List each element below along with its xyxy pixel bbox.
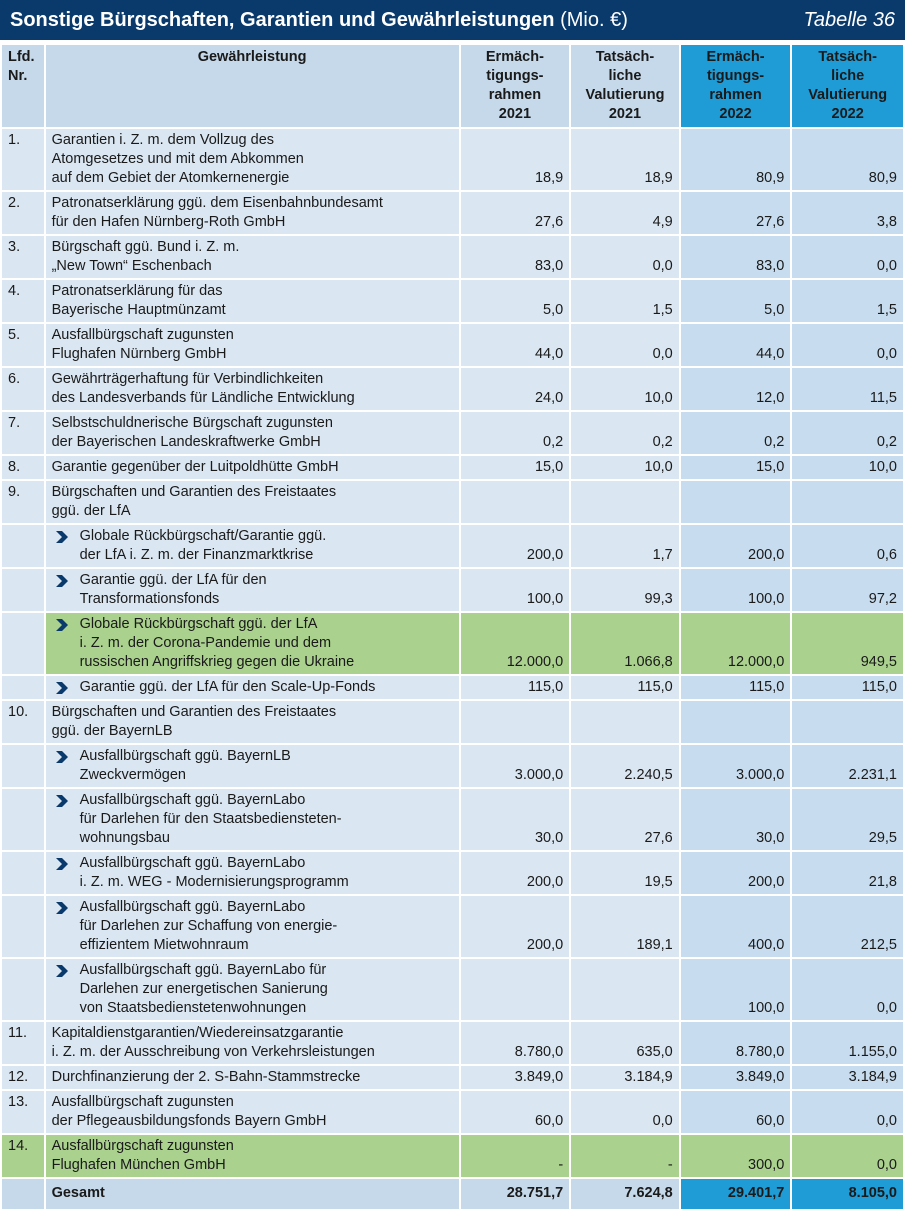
total-row [2, 1179, 903, 1209]
row-value-3: 80,9 [681, 129, 791, 190]
unit-label: (Mio. €) [560, 8, 628, 31]
row-value-1: 3.000,0 [461, 745, 570, 787]
row-value-3: 100,0 [681, 959, 791, 1020]
table-row [2, 236, 903, 278]
row-value-3: 27,6 [681, 192, 791, 234]
row-description: Globale Rückbürgschaft ggü. der LfA i. Z. m. der Corona-Pandemie und dem russischen Angriffskrieg gegen die Ukraine [46, 613, 459, 674]
row-value-3: 0,2 [681, 412, 791, 454]
total-value-4: 8.105,0 [792, 1179, 903, 1209]
row-value-2: 19,5 [571, 852, 679, 894]
row-value-4: 2.231,1 [792, 745, 903, 787]
row-value-2: 0,2 [571, 412, 679, 454]
chevron-right-icon [55, 531, 69, 543]
row-value-1 [461, 481, 570, 523]
table-subrow [2, 896, 903, 957]
row-value-3: 200,0 [681, 525, 791, 567]
row-value-4: 1.155,0 [792, 1022, 903, 1064]
row-value-3: 100,0 [681, 569, 791, 611]
row-value-2: 18,9 [571, 129, 679, 190]
row-description: Ausfallbürgschaft zugunsten Flughafen Nürnberg GmbH [46, 324, 459, 366]
row-value-1: 100,0 [461, 569, 570, 611]
row-description: Garantie ggü. der LfA für den Scale-Up-Fonds [46, 676, 459, 699]
row-number: 13. [2, 1091, 44, 1133]
row-value-1: 12.000,0 [461, 613, 570, 674]
row-value-3: 15,0 [681, 456, 791, 479]
header-c1-text: Ermäch- tigungs- rahmen 2021 [485, 49, 544, 122]
table-subrow [2, 959, 903, 1020]
row-description: Ausfallbürgschaft ggü. BayernLabo für Darlehen für den Staatsbediensteten- wohnungsbau [46, 789, 459, 850]
row-value-3: 8.780,0 [681, 1022, 791, 1064]
row-value-1: 3.849,0 [461, 1066, 570, 1089]
table-row [2, 1066, 903, 1089]
row-value-1 [461, 701, 570, 743]
row-number: 1. [2, 129, 44, 190]
total-value-1: 28.751,7 [461, 1179, 570, 1209]
row-value-2: 99,3 [571, 569, 679, 611]
table-row [2, 192, 903, 234]
row-value-2: 4,9 [571, 192, 679, 234]
row-value-4: 0,2 [792, 412, 903, 454]
table-label: Tabelle 36 [803, 8, 895, 31]
chevron-right-icon [55, 619, 69, 631]
row-value-2: 0,0 [571, 324, 679, 366]
row-value-1: 15,0 [461, 456, 570, 479]
row-value-1 [461, 959, 570, 1020]
row-value-1: 30,0 [461, 789, 570, 850]
page-title: Sonstige Bürgschaften, Garantien und Gewährleistungen (Mio. €) [10, 8, 628, 31]
row-value-3: 300,0 [681, 1135, 791, 1177]
title-bar [0, 0, 905, 40]
row-number [2, 676, 44, 699]
chevron-right-icon [55, 902, 69, 914]
row-number [2, 525, 44, 567]
row-value-2: 635,0 [571, 1022, 679, 1064]
row-value-4: 949,5 [792, 613, 903, 674]
row-value-2: - [571, 1135, 679, 1177]
table-row [2, 456, 903, 479]
row-number [2, 852, 44, 894]
row-value-1: 60,0 [461, 1091, 570, 1133]
table-row [2, 481, 903, 523]
row-value-2: 1.066,8 [571, 613, 679, 674]
row-value-2: 1,5 [571, 280, 679, 322]
header-nr [2, 45, 44, 127]
table-subrow [2, 852, 903, 894]
row-value-4: 11,5 [792, 368, 903, 410]
row-number: 8. [2, 456, 44, 479]
row-description: Globale Rückbürgschaft/Garantie ggü. der LfA i. Z. m. der Finanzmarktkrise [46, 525, 459, 567]
row-number [2, 959, 44, 1020]
chevron-right-icon [55, 965, 69, 977]
row-value-1: 83,0 [461, 236, 570, 278]
row-description: Ausfallbürgschaft ggü. BayernLabo für Darlehen zur energetischen Sanierung von Staatsbedienstetenwohnungen [46, 959, 459, 1020]
row-value-1: 8.780,0 [461, 1022, 570, 1064]
header-c4 [792, 45, 903, 127]
row-value-4: 10,0 [792, 456, 903, 479]
row-value-4: 3.184,9 [792, 1066, 903, 1089]
row-value-2 [571, 959, 679, 1020]
total-value-3: 29.401,7 [681, 1179, 791, 1209]
row-value-2: 1,7 [571, 525, 679, 567]
row-value-1: 0,2 [461, 412, 570, 454]
row-value-4: 0,0 [792, 236, 903, 278]
header-row [2, 45, 903, 127]
row-number: 7. [2, 412, 44, 454]
table-subrow [2, 569, 903, 611]
row-value-3 [681, 481, 791, 523]
row-value-2 [571, 481, 679, 523]
row-number: 5. [2, 324, 44, 366]
table-body [2, 129, 903, 1209]
row-value-3: 3.849,0 [681, 1066, 791, 1089]
chevron-right-icon [55, 795, 69, 807]
row-value-3: 12,0 [681, 368, 791, 410]
row-value-1: 24,0 [461, 368, 570, 410]
row-value-4: 0,0 [792, 1091, 903, 1133]
table-row [2, 1135, 903, 1177]
row-description: Kapitaldienstgarantien/Wiedereinsatzgarantie i. Z. m. der Ausschreibung von Verkehrsleistungen [46, 1022, 459, 1064]
row-number: 11. [2, 1022, 44, 1064]
total-value-2: 7.624,8 [571, 1179, 679, 1209]
row-value-4: 0,0 [792, 959, 903, 1020]
row-description: Ausfallbürgschaft zugunsten Flughafen München GmbH [46, 1135, 459, 1177]
table-subrow [2, 745, 903, 787]
chevron-right-icon [55, 575, 69, 587]
row-number: 2. [2, 192, 44, 234]
row-value-2: 2.240,5 [571, 745, 679, 787]
header-nr-text: Lfd. Nr. [8, 49, 35, 84]
row-description: Ausfallbürgschaft ggü. BayernLabo für Darlehen zur Schaffung von energie- effizientem Mietwohnraum [46, 896, 459, 957]
row-value-1: 115,0 [461, 676, 570, 699]
row-description: Garantien i. Z. m. dem Vollzug des Atomgesetzes und mit dem Abkommen auf dem Gebiet der Atomkernenergie [46, 129, 459, 190]
table-row [2, 1091, 903, 1133]
header-c4-text: Tatsäch- liche Valutierung 2022 [808, 49, 888, 122]
header-item: Gewährleistung [46, 45, 459, 127]
row-value-2: 115,0 [571, 676, 679, 699]
row-description: Garantie gegenüber der Luitpoldhütte GmbH [46, 456, 459, 479]
row-number: 12. [2, 1066, 44, 1089]
row-value-4: 21,8 [792, 852, 903, 894]
row-value-1: 200,0 [461, 852, 570, 894]
row-value-2: 0,0 [571, 236, 679, 278]
row-value-4: 0,0 [792, 1135, 903, 1177]
row-number [2, 745, 44, 787]
total-label: Gesamt [46, 1179, 459, 1209]
header-c2 [571, 45, 679, 127]
row-value-3: 44,0 [681, 324, 791, 366]
row-description: Selbstschuldnerische Bürgschaft zugunsten der Bayerischen Landeskraftwerke GmbH [46, 412, 459, 454]
row-description: Durchfinanzierung der 2. S-Bahn-Stammstrecke [46, 1066, 459, 1089]
table-subrow [2, 789, 903, 850]
row-description: Ausfallbürgschaft ggü. BayernLB Zweckvermögen [46, 745, 459, 787]
row-value-3 [681, 701, 791, 743]
row-value-4: 3,8 [792, 192, 903, 234]
row-description: Ausfallbürgschaft ggü. BayernLabo i. Z. m. WEG - Modernisierungsprogramm [46, 852, 459, 894]
row-number [2, 613, 44, 674]
row-number: 10. [2, 701, 44, 743]
header-c2-text: Tatsäch- liche Valutierung 2021 [585, 49, 665, 122]
table-subrow [2, 676, 903, 699]
row-value-3: 400,0 [681, 896, 791, 957]
row-value-4 [792, 701, 903, 743]
row-value-2: 10,0 [571, 368, 679, 410]
row-description: Gewährträgerhaftung für Verbindlichkeiten des Landesverbands für Ländliche Entwicklung [46, 368, 459, 410]
row-value-4: 0,0 [792, 324, 903, 366]
table-subrow [2, 613, 903, 674]
row-number: 14. [2, 1135, 44, 1177]
row-value-3: 5,0 [681, 280, 791, 322]
total-nr [2, 1179, 44, 1209]
row-value-4: 0,6 [792, 525, 903, 567]
row-number [2, 896, 44, 957]
row-value-4 [792, 481, 903, 523]
table-row [2, 324, 903, 366]
chevron-right-icon [55, 858, 69, 870]
header-c3-text: Ermäch- tigungs- rahmen 2022 [706, 49, 765, 122]
row-value-3: 30,0 [681, 789, 791, 850]
row-value-4: 97,2 [792, 569, 903, 611]
row-value-4: 1,5 [792, 280, 903, 322]
row-number [2, 569, 44, 611]
row-number: 9. [2, 481, 44, 523]
row-value-1: 18,9 [461, 129, 570, 190]
row-value-1: 5,0 [461, 280, 570, 322]
row-value-4: 212,5 [792, 896, 903, 957]
table-subrow [2, 525, 903, 567]
row-value-4: 80,9 [792, 129, 903, 190]
row-number [2, 789, 44, 850]
chevron-right-icon [55, 682, 69, 694]
row-value-2: 189,1 [571, 896, 679, 957]
chevron-right-icon [55, 751, 69, 763]
header-c3 [681, 45, 791, 127]
table-row [2, 701, 903, 743]
row-value-3: 60,0 [681, 1091, 791, 1133]
row-value-2: 0,0 [571, 1091, 679, 1133]
row-value-1: 27,6 [461, 192, 570, 234]
row-description: Patronatserklärung für das Bayerische Hauptmünzamt [46, 280, 459, 322]
row-value-3: 200,0 [681, 852, 791, 894]
row-value-3: 3.000,0 [681, 745, 791, 787]
row-description: Patronatserklärung ggü. dem Eisenbahnbundesamt für den Hafen Nürnberg-Roth GmbH [46, 192, 459, 234]
header-c1 [461, 45, 570, 127]
table-row [2, 368, 903, 410]
row-value-2: 10,0 [571, 456, 679, 479]
row-value-1: 200,0 [461, 525, 570, 567]
row-value-3: 115,0 [681, 676, 791, 699]
row-value-2: 27,6 [571, 789, 679, 850]
row-description: Ausfallbürgschaft zugunsten der Pflegeausbildungsfonds Bayern GmbH [46, 1091, 459, 1133]
row-value-4: 115,0 [792, 676, 903, 699]
row-description: Garantie ggü. der LfA für den Transformationsfonds [46, 569, 459, 611]
row-value-1: 44,0 [461, 324, 570, 366]
row-value-2: 3.184,9 [571, 1066, 679, 1089]
row-value-4: 29,5 [792, 789, 903, 850]
row-number: 6. [2, 368, 44, 410]
row-number: 3. [2, 236, 44, 278]
row-number: 4. [2, 280, 44, 322]
table-row [2, 129, 903, 190]
row-description: Bürgschaften und Garantien des Freistaates ggü. der LfA [46, 481, 459, 523]
row-value-1: 200,0 [461, 896, 570, 957]
row-description: Bürgschaft ggü. Bund i. Z. m. „New Town“ Eschenbach [46, 236, 459, 278]
guarantee-table [0, 43, 905, 1211]
row-description: Bürgschaften und Garantien des Freistaates ggü. der BayernLB [46, 701, 459, 743]
table-row [2, 1022, 903, 1064]
table-row [2, 412, 903, 454]
row-value-3: 12.000,0 [681, 613, 791, 674]
row-value-3: 83,0 [681, 236, 791, 278]
table-row [2, 280, 903, 322]
row-value-1: - [461, 1135, 570, 1177]
row-value-2 [571, 701, 679, 743]
